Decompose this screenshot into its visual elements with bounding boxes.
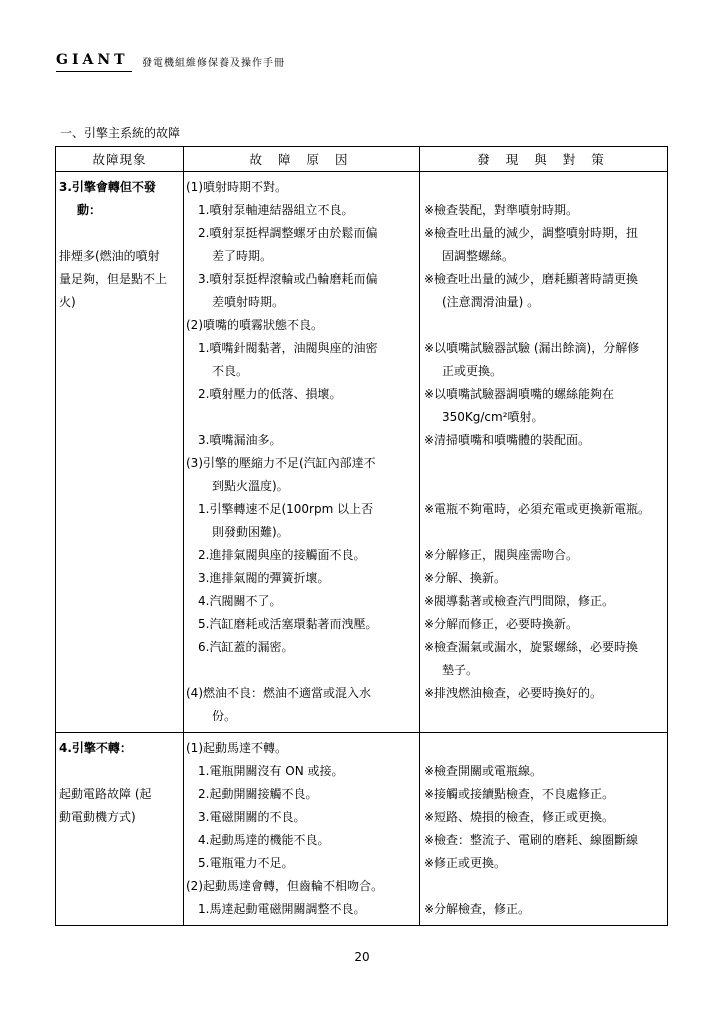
cause-line: 1.引擎轉速不足(100rpm 以上否 [198, 502, 374, 516]
symptom-desc-line: 排煙多(燃油的噴射 [59, 249, 160, 263]
remedy-line: ※修正或更換。 [424, 856, 507, 870]
remedy-cell [420, 172, 668, 733]
remedy-line: ※檢查吐出量的減少，調整噴射時期，扭 [424, 226, 639, 240]
cause-line: 1.電瓶開關沒有 ON 或接。 [198, 764, 344, 778]
table-row [56, 733, 668, 926]
remedy-line: ※分解、換新。 [424, 571, 507, 585]
remedy-line [424, 475, 665, 498]
cause-line: (1)噴射時期不對。 [186, 180, 287, 194]
page-header [56, 52, 296, 74]
remedy-line [424, 875, 665, 898]
remedy-line: ※接觸或接續點檢查，不良處修正。 [424, 787, 615, 801]
cause-line: 4.起動馬達的機能不良。 [198, 833, 330, 847]
symptom-cell [56, 172, 184, 733]
cause-cell [184, 172, 420, 733]
remedy-line: 350Kg/cm²噴射。 [442, 410, 544, 424]
cause-line: (4)燃油不良：燃油不適當或混入水 [186, 686, 371, 700]
remedy-line: ※檢查裝配，對準噴射時期。 [424, 203, 579, 217]
cause-line: 5.電瓶電力不足。 [198, 856, 294, 870]
cause-line: 3.噴射泵挺桿滾輪或凸輪磨耗而偏 [198, 272, 378, 286]
cause-line: (2)噴嘴的噴霧狀態不良。 [186, 318, 323, 332]
remedy-line: ※以噴嘴試驗器調噴嘴的螺絲能夠在 [424, 387, 615, 401]
cause-line: (1)起動馬達不轉。 [186, 741, 287, 755]
brand-underline [56, 71, 132, 72]
remedy-line: (注意潤滑油量) 。 [442, 295, 540, 309]
header-cause: 故 障 原 因 [184, 147, 420, 172]
cause-line: 不良。 [212, 364, 249, 378]
manual-title: 發電機組維修保養及操作手冊 [142, 58, 285, 69]
cause-line: 份。 [212, 709, 237, 723]
cause-line: 5.汽缸磨耗或活塞環黏著而洩壓。 [198, 617, 378, 631]
remedy-line [424, 737, 665, 760]
remedy-line [424, 452, 665, 475]
remedy-line [424, 176, 665, 199]
cause-line: (3)引擎的壓縮力不足(汽缸內部達不 [186, 456, 376, 470]
spacer [59, 760, 180, 783]
remedy-line: 墊子。 [442, 663, 479, 677]
spacer [59, 222, 180, 245]
cause-line: 3.電磁開關的不良。 [198, 810, 306, 824]
cause-line: 4.汽閥關不了。 [198, 594, 282, 608]
remedy-line [424, 521, 665, 544]
symptom-title-line: 4.引擎不轉： [59, 741, 132, 755]
cause-line [186, 659, 417, 682]
section-title: 一、引擎主系統的故障 [60, 126, 181, 140]
remedy-cell [420, 733, 668, 926]
cause-line: 2.噴射壓力的低落、損壞。 [198, 387, 342, 401]
header-remedy: 發 現 與 對 策 [420, 147, 668, 172]
remedy-line: ※檢查開關或電瓶線。 [424, 764, 543, 778]
remedy-line: ※檢查吐出量的減少，磨耗顯著時請更換 [424, 272, 639, 286]
cause-cell [184, 733, 420, 926]
cause-line: 差了時期。 [212, 249, 273, 263]
symptom-desc-line: 起動電路故障 (起 [59, 787, 152, 801]
cause-line: 6.汽缸蓋的漏密。 [198, 640, 294, 654]
cause-line [186, 406, 417, 429]
header-symptom: 故障現象 [56, 147, 184, 172]
symptom-desc-line: 動電動機方式) [59, 810, 136, 824]
page-number: 20 [354, 950, 370, 964]
remedy-line: ※電瓶不夠電時，必須充電或更換新電瓶。 [424, 502, 651, 516]
cause-line: 2.進排氣閥與座的接觸面不良。 [198, 548, 366, 562]
symptom-desc-line: 火) [59, 295, 76, 309]
brand-logo-text: GIANT [56, 52, 129, 68]
cause-line: 1.噴射泵軸連結器組立不良。 [198, 203, 354, 217]
cause-line: 2.噴射泵挺桿調整螺牙由於鬆而偏 [198, 226, 378, 240]
remedy-line [424, 314, 665, 337]
remedy-line: ※排洩燃油檢查，必要時換好的。 [424, 686, 603, 700]
symptom-desc-line: 量足夠，但是點不上 [59, 272, 168, 286]
symptom-title-line: 3.引擎會轉但不發 [59, 180, 156, 194]
remedy-line: ※清掃噴嘴和噴嘴體的裝配面。 [424, 433, 591, 447]
remedy-line: 正或更換。 [442, 364, 503, 378]
symptom-title-line: 動： [77, 203, 102, 217]
cause-line: 3.進排氣閥的彈簧折壞。 [198, 571, 330, 585]
remedy-line: ※分解而修正，必要時換新。 [424, 617, 579, 631]
remedy-line: ※閥導黏著或檢查汽門間隙，修正。 [424, 594, 615, 608]
table-row [56, 172, 668, 733]
cause-line: 到點火溫度)。 [212, 479, 289, 493]
remedy-line: 固調整螺絲。 [442, 249, 515, 263]
cause-line: 1.噴嘴針閥黏著，油閥與座的油密 [198, 341, 378, 355]
cause-line: (2)起動馬達會轉，但齒輪不相吻合。 [186, 879, 383, 893]
remedy-line: ※檢查漏氣或漏水，旋緊螺絲，必要時換 [424, 640, 639, 654]
remedy-line: ※分解修正，閥與座需吻合。 [424, 548, 579, 562]
remedy-line: ※分解檢查，修正。 [424, 902, 531, 916]
table-header-row [56, 147, 668, 172]
cause-line: 1.馬達起動電磁開關調整不良。 [198, 902, 366, 916]
symptom-cell [56, 733, 184, 926]
fault-table [55, 146, 668, 926]
remedy-line: ※短路、燒損的檢查，修正或更換。 [424, 810, 615, 824]
remedy-line [424, 705, 665, 728]
remedy-line: ※檢查：整流子、電刷的磨耗、線圈斷線 [424, 833, 639, 847]
cause-line: 差噴射時期。 [212, 295, 285, 309]
cause-line: 2.起動開關接觸不良。 [198, 787, 318, 801]
remedy-line: ※以噴嘴試驗器試驗 (漏出餘滴)，分解修 [424, 341, 640, 355]
cause-line: 3.噴嘴漏油多。 [198, 433, 282, 447]
cause-line: 則發動困難)。 [212, 525, 289, 539]
